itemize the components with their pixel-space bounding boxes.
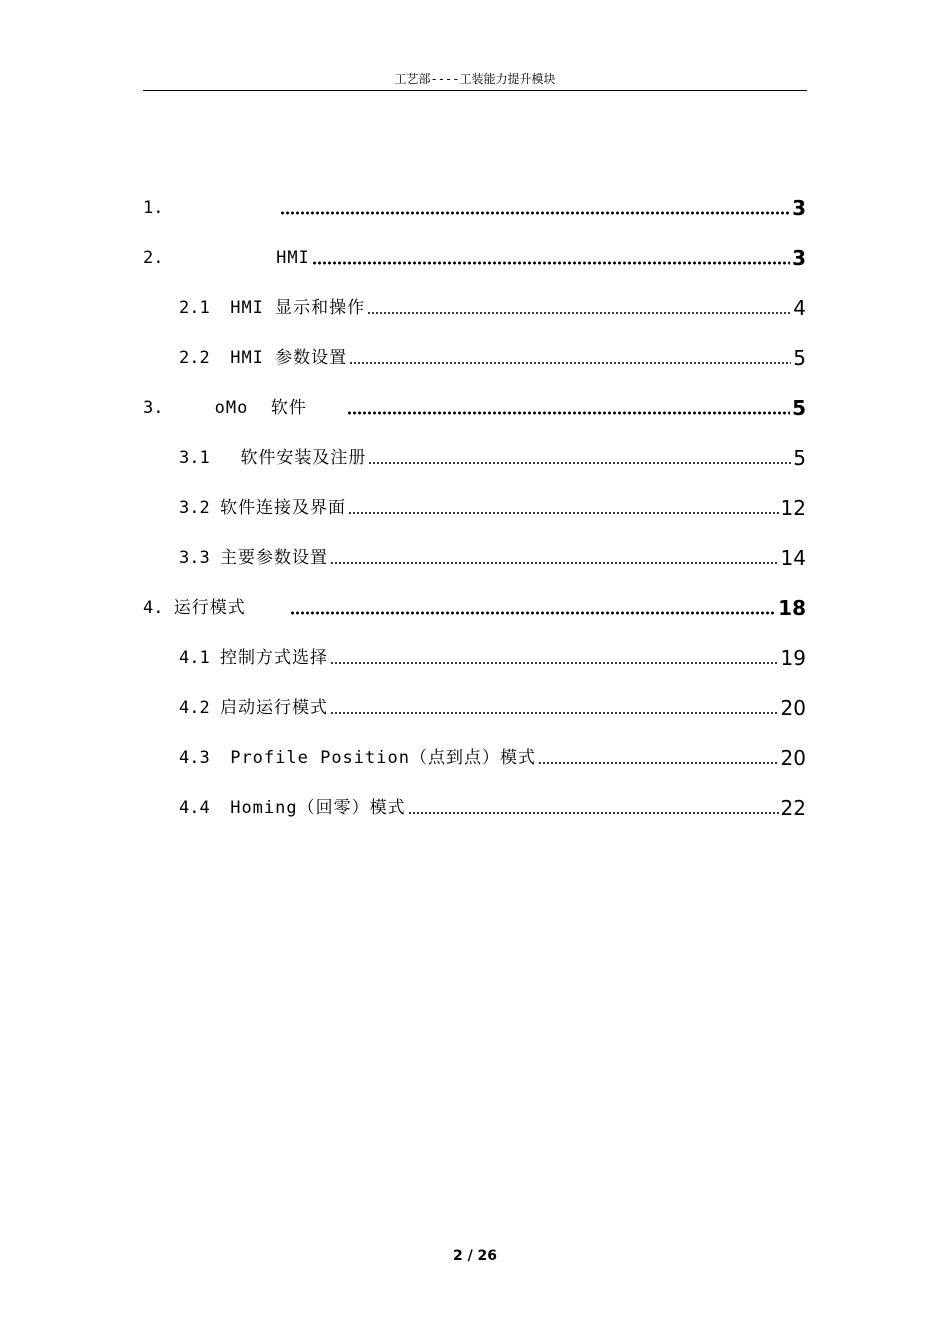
dot-leader (330, 547, 779, 567)
toc-entry-page: 3 (792, 196, 806, 220)
dot-leader (290, 597, 776, 617)
toc-entry-number: 3.2 (179, 498, 210, 518)
toc-entry[interactable] (143, 393, 806, 443)
toc-entry-page: 20 (780, 746, 806, 770)
dot-leader (367, 297, 791, 317)
toc-entry-number: 2.2 (179, 348, 210, 368)
page-indicator: 2 / 26 (452, 1248, 498, 1264)
toc-entry[interactable] (143, 543, 806, 593)
toc-entry-title: 控制方式选择 (219, 648, 328, 668)
toc-entry-number: 2. (143, 248, 164, 268)
toc-entry-page: 5 (793, 346, 806, 370)
toc-entry-page: 3 (792, 246, 806, 270)
dot-leader (349, 347, 791, 367)
toc-entry[interactable] (143, 293, 806, 343)
toc-entry-page: 19 (780, 646, 806, 670)
dot-leader (330, 647, 779, 667)
toc-entry[interactable] (143, 443, 806, 493)
toc-entry[interactable] (143, 193, 806, 243)
toc-entry-number: 4.1 (179, 648, 210, 668)
toc-entry-number: 3.1 (179, 448, 210, 468)
dot-leader (348, 497, 779, 517)
toc-entry-page: 12 (780, 496, 806, 520)
toc-entry-page: 20 (780, 696, 806, 720)
dot-leader (280, 197, 790, 217)
dot-leader (408, 797, 779, 817)
page-footer (0, 1248, 950, 1264)
toc-entry-title: HMI 参数设置 (230, 348, 348, 368)
toc-entry[interactable] (143, 593, 806, 643)
toc-entry-title: 主要参数设置 (219, 548, 328, 568)
toc-entry-title: 软件安装及注册 (240, 448, 367, 468)
toc-entry-number: 4.3 (179, 748, 210, 768)
toc-entry-page: 18 (778, 596, 806, 620)
dot-leader (330, 697, 779, 717)
toc-entry-title: 软件连接及界面 (219, 498, 346, 518)
toc-entry[interactable] (143, 793, 806, 843)
toc-entry-title: 启动运行模式 (219, 698, 328, 718)
toc-entry-title: HMI (276, 248, 310, 268)
toc-entry-number: 2.1 (179, 298, 210, 318)
toc-entry-title: 运行模式 (173, 598, 246, 618)
toc-entry-number: 4.2 (179, 698, 210, 718)
dot-leader (347, 397, 790, 417)
table-of-contents (143, 193, 806, 843)
header-text: 工艺部----工装能力提升模块 (394, 72, 556, 86)
toc-entry-page: 5 (793, 446, 806, 470)
toc-entry-number: 3. (143, 398, 164, 418)
toc-entry[interactable] (143, 693, 806, 743)
toc-entry-number: 4. (143, 598, 164, 618)
toc-entry[interactable] (143, 343, 806, 393)
toc-entry-number: 3.3 (179, 548, 210, 568)
dot-leader (538, 747, 779, 767)
toc-entry-page: 14 (780, 546, 806, 570)
toc-entry-title: HMI 显示和操作 (230, 298, 366, 318)
toc-entry[interactable] (143, 243, 806, 293)
toc-entry-page: 22 (780, 796, 806, 820)
toc-entry-title: Profile Position（点到点）模式 (230, 748, 536, 768)
toc-entry-page: 4 (793, 296, 806, 320)
toc-entry[interactable] (143, 643, 806, 693)
toc-entry-page: 5 (792, 396, 806, 420)
toc-entry[interactable] (143, 743, 806, 793)
toc-entry-number: 1. (143, 198, 164, 218)
page-header (143, 70, 807, 91)
toc-entry-title: oMo 软件 (214, 398, 307, 418)
toc-entry-title: Homing（回零）模式 (230, 798, 406, 818)
dot-leader (312, 247, 790, 267)
dot-leader (368, 447, 791, 467)
toc-entry[interactable] (143, 493, 806, 543)
toc-entry-number: 4.4 (179, 798, 210, 818)
